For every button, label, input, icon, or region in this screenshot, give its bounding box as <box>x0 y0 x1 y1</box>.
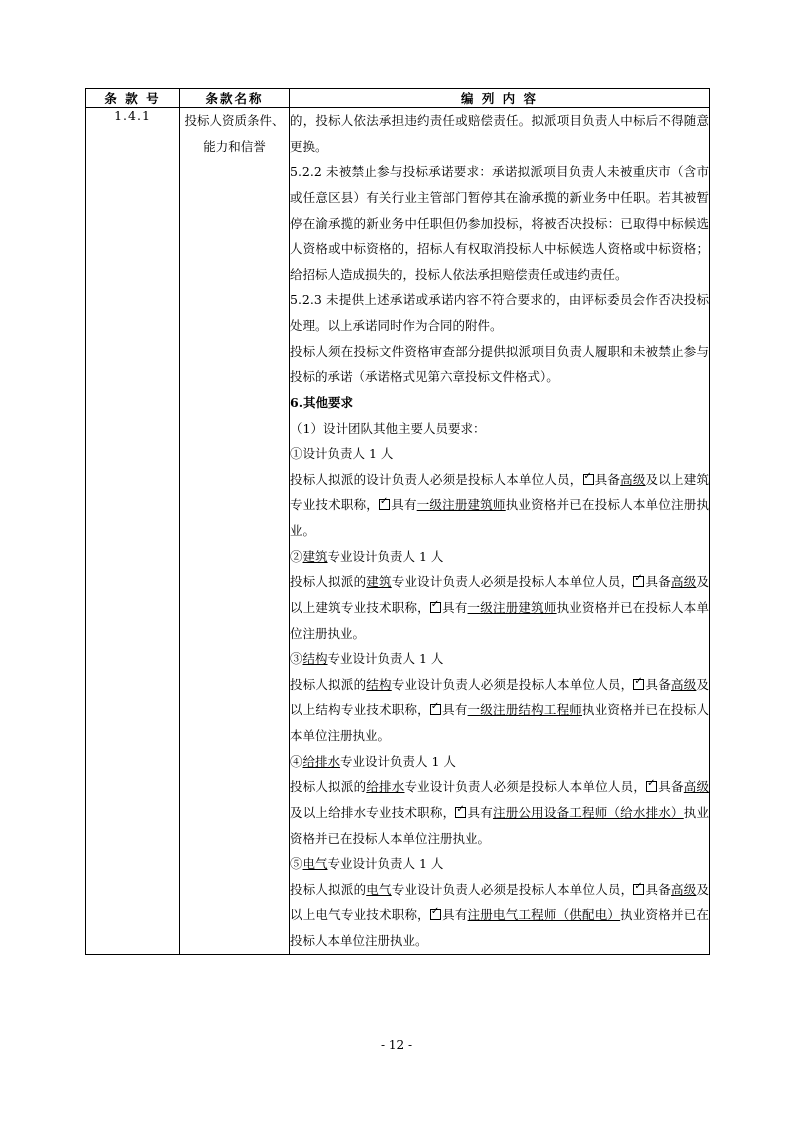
item-3-lead-suffix: 专业设计负责人必须是投标人本单位人员， <box>391 676 634 692</box>
table-row <box>86 108 710 955</box>
item-4-lead: 投标人拟派的 <box>290 779 367 795</box>
item-5-title-prefix: ⑤ <box>290 856 303 872</box>
item-5-title-suffix: 专业设计负责人 1 人 <box>327 856 444 872</box>
item-1-u1: 高级 <box>620 471 646 487</box>
item-3-lead: 投标人拟派的 <box>290 676 367 692</box>
item-2-lead-suffix: 专业设计负责人必须是投标人本单位人员， <box>391 574 634 590</box>
checkbox-icon[interactable] <box>430 602 441 613</box>
item-4-title <box>290 749 709 775</box>
item-4-detail <box>290 774 709 851</box>
paragraph-team-requirements: （1）设计团队其他主要人员要求： <box>290 420 486 436</box>
item-3-title-u: 结构 <box>302 651 328 667</box>
item-5-mid: 及以上电气专业技术职称， <box>290 881 709 923</box>
item-5-u2: 注册电气工程师（供配电） <box>467 907 621 923</box>
item-5-lead-suffix: 专业设计负责人必须是投标人本单位人员， <box>391 881 634 897</box>
item-5-title <box>290 851 709 877</box>
paragraph-commitment-note: 投标人须在投标文件资格审查部分提供拟派项目负责人履职和未被禁止参与投标的承诺（承诺格式见第六章投标文件格式）。 <box>290 343 709 385</box>
paragraph-continuation: 的，投标人依法承担违约责任或赔偿责任。拟派项目负责人中标后不得随意更换。 <box>290 113 709 154</box>
item-1-mid: 及以上建筑专业技术职称， <box>290 471 709 513</box>
checkbox-icon[interactable] <box>633 576 644 587</box>
item-3-lead-u: 结构 <box>366 676 392 692</box>
header-content: 编 列 内 容 <box>290 89 710 108</box>
item-4-u1: 高级 <box>683 779 709 795</box>
item-2-mid: 及以上建筑专业技术职称， <box>290 574 709 615</box>
item-3-mid: 及以上结构专业技术职称， <box>290 676 709 718</box>
item-4-cb1-label: 具备 <box>658 779 684 795</box>
checkbox-icon[interactable] <box>430 909 441 920</box>
item-2-title-suffix: 专业设计负责人 1 人 <box>327 548 444 564</box>
item-2-u1: 高级 <box>671 574 697 590</box>
item-1-lead: 投标人拟派的设计负责人必须是投标人本单位人员， <box>290 471 583 487</box>
item-2-cb1-label: 具备 <box>645 574 671 590</box>
paragraph-5-2-3: 5.2.3 未提供上述承诺或承诺内容不符合要求的，由评标委员会作否决投标处理。以上承诺同时作为合同的附件。 <box>290 292 709 333</box>
item-4-title-u: 给排水 <box>302 753 341 769</box>
item-3-tail: 执业资格并已在投标人本单位注册执业。 <box>290 702 709 743</box>
item-1-title: ①设计负责人 1 人 <box>290 446 394 462</box>
item-4-lead-u: 给排水 <box>366 779 405 795</box>
item-4-cb2-label: 具有 <box>467 804 493 820</box>
item-2-detail <box>290 569 709 646</box>
item-5-title-u: 电气 <box>302 856 328 872</box>
item-5-cb2-label: 具有 <box>441 907 468 923</box>
item-3-cb1-label: 具备 <box>645 676 671 692</box>
item-4-u2: 注册公用设备工程师（给水排水） <box>492 804 684 820</box>
item-4-title-prefix: ④ <box>290 753 303 769</box>
item-5-cb1-label: 具备 <box>645 881 671 897</box>
item-4-mid: 及以上给排水专业技术职称， <box>290 804 456 820</box>
checkbox-icon[interactable] <box>646 781 657 792</box>
table-header-row <box>86 89 710 108</box>
item-5-lead: 投标人拟派的 <box>290 881 367 897</box>
checkbox-icon[interactable] <box>633 679 644 690</box>
item-3-title-suffix: 专业设计负责人 1 人 <box>327 651 444 667</box>
checkbox-icon[interactable] <box>633 884 644 895</box>
cell-clause-name: 投标人资质条件、能力和信誉 <box>180 108 290 955</box>
item-2-cb2-label: 具有 <box>441 599 468 615</box>
item-3-title-prefix: ③ <box>290 651 303 667</box>
item-4-title-suffix: 专业设计负责人 1 人 <box>340 753 456 769</box>
checkbox-icon[interactable] <box>455 807 466 818</box>
header-clause-no: 条 款 号 <box>86 89 180 108</box>
cell-clause-no: 1.4.1 <box>86 108 180 955</box>
item-5-u1: 高级 <box>671 881 697 897</box>
item-2-tail: 执业资格并已在投标人本单位注册执业。 <box>290 599 709 641</box>
item-1-cb2-label: 具有 <box>391 497 417 513</box>
item-5-detail <box>290 877 709 954</box>
item-3-detail <box>290 672 709 749</box>
item-1-tail: 执业资格并已在投标人本单位注册执业。 <box>290 497 709 538</box>
page-number: - 12 - <box>380 1038 412 1052</box>
item-1-detail <box>290 467 709 544</box>
header-clause-name: 条款名称 <box>180 89 290 108</box>
item-3-u1: 高级 <box>671 676 697 692</box>
item-4-tail: 执业资格并已在投标人本单位注册执业。 <box>290 804 709 846</box>
item-2-title-prefix: ② <box>290 548 303 564</box>
checkbox-icon[interactable] <box>379 499 390 510</box>
checkbox-icon[interactable] <box>430 704 441 715</box>
item-2-lead-u: 建筑 <box>366 574 392 590</box>
heading-other-requirements: 6.其他要求 <box>290 394 354 410</box>
item-1-u2: 一级注册建筑师 <box>416 497 506 513</box>
item-2-lead: 投标人拟派的 <box>290 574 367 590</box>
checkbox-icon[interactable] <box>583 474 594 485</box>
item-2-u2: 一级注册建筑师 <box>467 599 557 615</box>
item-1-cb1-label: 具备 <box>594 471 621 487</box>
item-4-lead-suffix: 专业设计负责人必须是投标人本单位人员， <box>404 779 647 795</box>
item-5-lead-u: 电气 <box>366 881 392 897</box>
item-3-u2: 一级注册结构工程师 <box>467 702 582 718</box>
item-3-cb2-label: 具有 <box>441 702 468 718</box>
clause-table <box>85 88 710 955</box>
item-5-tail: 执业资格并已在投标人本单位注册执业。 <box>290 907 709 948</box>
item-2-title-u: 建筑 <box>302 548 328 564</box>
paragraph-5-2-2: 5.2.2 未被禁止参与投标承诺要求：承诺拟派项目负责人未被重庆市（含市或任意区县）有关行业主管部门暂停其在渝承揽的新业务中任职。若其被暂停在渝承揽的新业务中任职但仍参加投标，将被否决投标：已取得中标候选人资格或中标资格的，招标人有权取消投标人中标候选人资格或中标资格；给招标人造成损失的，投标人依法承担赔偿责任或违约责任。 <box>290 164 709 282</box>
item-3-title <box>290 646 709 672</box>
cell-content <box>290 108 710 955</box>
item-2-title <box>290 544 709 570</box>
